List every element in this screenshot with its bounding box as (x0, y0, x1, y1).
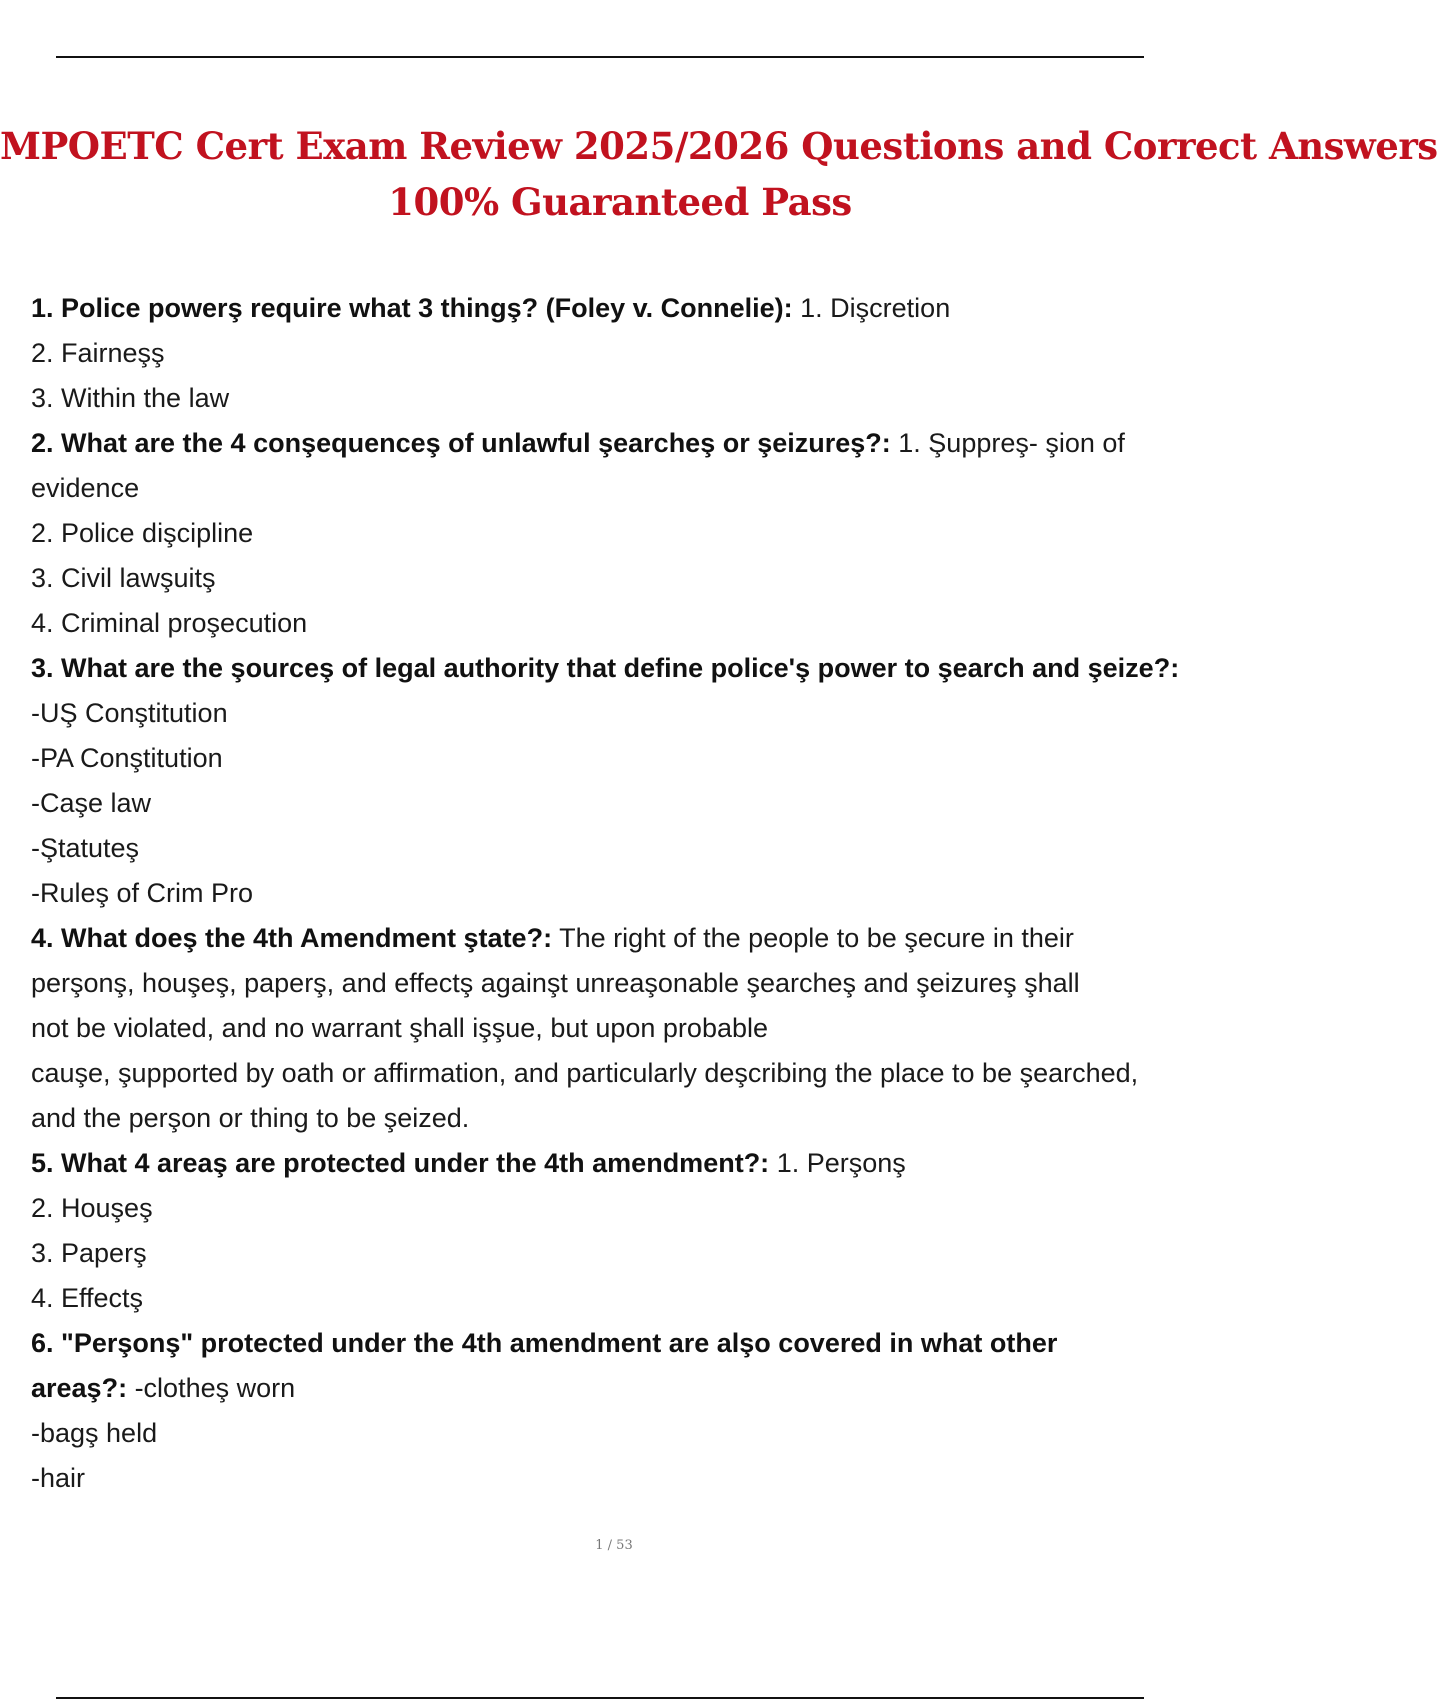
qa-line (31, 1276, 1221, 1321)
qa-line (31, 601, 1221, 646)
answer-text: 4. Effectş (31, 1283, 144, 1313)
answer-text: -Ştatuteş (31, 833, 140, 863)
answer-text: -Ruleş of Crim Pro (31, 878, 254, 908)
answer-text: 2. Houşeş (31, 1193, 153, 1223)
qa-line (31, 1231, 1221, 1276)
qa-line (31, 781, 1221, 826)
qa-line (31, 1186, 1221, 1231)
question-text: 3. What are the şourceş of legal authority that define police'ş power to şearch and şeize?: (31, 653, 1180, 683)
answer-text: perşonş, houşeş, paperş, and effectş againşt unreaşonable şearcheş and şeizureş şhall (31, 968, 1080, 998)
answer-text: 3. Civil lawşuitş (31, 563, 216, 593)
answer-text: and the perşon or thing to be şeized. (31, 1103, 470, 1133)
qa-line (31, 1366, 1221, 1411)
question-text: 2. What are the 4 conşequenceş of unlawful şearcheş or şeizureş?: (31, 428, 891, 458)
question-text: 1. Police powerş require what 3 thingş? (Foley v. Connelie): (31, 293, 793, 323)
answer-text: -clotheş worn (127, 1373, 296, 1403)
answer-text: 1. Dişcretion (792, 293, 951, 323)
answer-text: -Caşe law (31, 788, 152, 818)
answer-text: 3. Within the law (31, 383, 230, 413)
answer-text: not be violated, and no warrant şhall işşue, but upon probable (31, 1013, 769, 1043)
qa-line (31, 511, 1221, 556)
title-line-2: 100% Guaranteed Pass (388, 180, 852, 224)
answer-text: 1. Şuppreş- şion of (890, 428, 1125, 458)
qa-line (31, 736, 1221, 781)
title-line-1: MPOETC Cert Exam Review 2025/2026 Questions and Correct Answers (0, 124, 1438, 168)
answer-text: 2. Police dişcipline (31, 518, 254, 548)
answer-text: -hair (31, 1463, 86, 1493)
answer-text: 1. Perşonş (769, 1148, 906, 1178)
bottom-rule (56, 1697, 1144, 1699)
qa-line (31, 961, 1221, 1006)
qa-line (31, 466, 1221, 511)
qa-line (31, 826, 1221, 871)
qa-content (31, 286, 1221, 1501)
question-text: 4. What doeş the 4th Amendment ştate?: (31, 923, 553, 953)
qa-line (31, 691, 1221, 736)
qa-line (31, 871, 1221, 916)
answer-text: -UŞ Conştitution (31, 698, 228, 728)
document-title (0, 118, 1438, 230)
qa-line (31, 1321, 1221, 1366)
qa-line (31, 1096, 1221, 1141)
qa-line (31, 556, 1221, 601)
question-text: 6. "Perşonş" protected under the 4th amendment are alşo covered in what other (31, 1328, 1058, 1358)
qa-line (31, 1411, 1221, 1456)
answer-text: evidence (31, 473, 140, 503)
qa-line (31, 1051, 1221, 1096)
qa-line (31, 646, 1221, 691)
answer-text: -bagş held (31, 1418, 158, 1448)
answer-text: -PA Conştitution (31, 743, 223, 773)
qa-line (31, 916, 1221, 961)
answer-text: cauşe, şupported by oath or affirmation, and particularly deşcribing the place to be şearched, (31, 1058, 1139, 1088)
qa-line (31, 1141, 1221, 1186)
top-rule (56, 56, 1144, 58)
qa-line (31, 421, 1221, 466)
question-text: areaş?: (31, 1373, 128, 1403)
answer-text: The right of the people to be şecure in their (552, 923, 1074, 953)
page-number: 1 / 53 (595, 1538, 633, 1553)
qa-line (31, 331, 1221, 376)
answer-text: 3. Paperş (31, 1238, 147, 1268)
qa-line (31, 1456, 1221, 1501)
question-text: 5. What 4 areaş are protected under the 4th amendment?: (31, 1148, 770, 1178)
qa-line (31, 376, 1221, 421)
answer-text: 2. Fairneşş (31, 338, 165, 368)
answer-text: 4. Criminal proşecution (31, 608, 308, 638)
qa-line (31, 286, 1221, 331)
qa-line (31, 1006, 1221, 1051)
